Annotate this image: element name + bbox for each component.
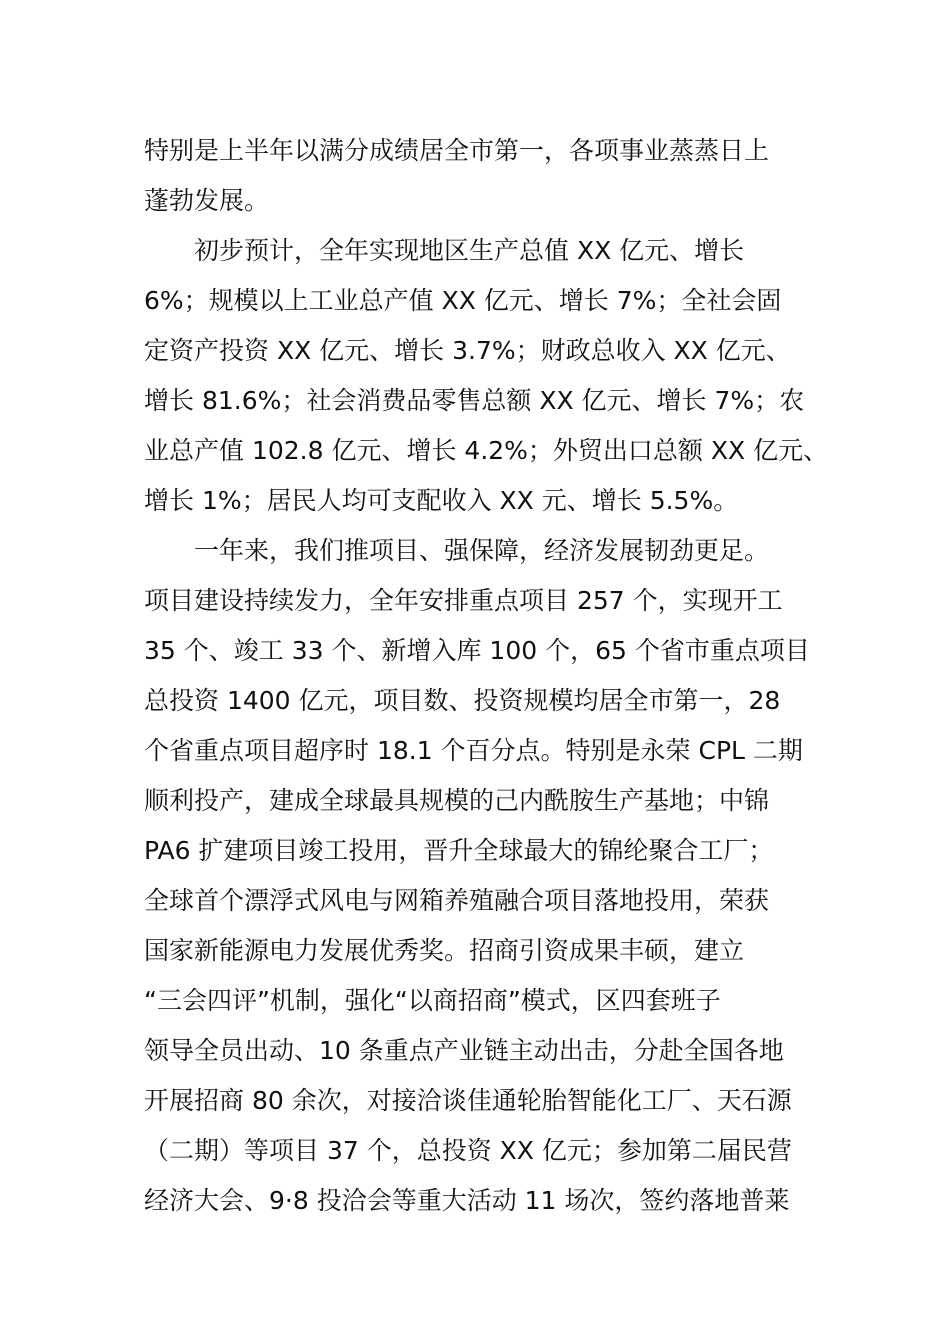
text-line: 个省重点项目超序时 18.1 个百分点。特别是永荣 CPL 二期 <box>144 736 803 765</box>
text-line: （二期）等项目 37 个，总投资 XX 亿元；参加第二届民营 <box>144 1136 792 1165</box>
paragraph-first-line: 初步预计，全年实现地区生产总值 XX 亿元、增长 <box>194 236 745 265</box>
text-line: 业总产值 102.8 亿元、增长 4.2%；外贸出口总额 XX 亿元、 <box>144 436 829 465</box>
text-line: 国家新能源电力发展优秀奖。招商引资成果丰硕，建立 <box>144 936 745 965</box>
text-line: 开展招商 80 余次，对接洽谈佳通轮胎智能化工厂、天石源 <box>144 1086 792 1115</box>
text-line: 顺利投产，建成全球最具规模的己内酰胺生产基地；中锦 <box>144 786 770 815</box>
text-line: 特别是上半年以满分成绩居全市第一，各项事业蒸蒸日上 <box>144 136 770 165</box>
text-line: 项目建设持续发力，全年安排重点项目 257 个，实现开工 <box>144 586 783 615</box>
text-line: 领导全员出动、10 条重点产业链主动出击，分赴全国各地 <box>144 1036 784 1065</box>
text-line: “三会四评”机制，强化“以商招商”模式，区四套班子 <box>144 986 721 1015</box>
text-line: 35 个、竣工 33 个、新增入库 100 个，65 个省市重点项目 <box>144 636 810 665</box>
text-line: 经济大会、9·8 投洽会等重大活动 11 场次，签约落地普莱 <box>144 1186 790 1215</box>
text-line: 定资产投资 XX 亿元、增长 3.7%；财政总收入 XX 亿元、 <box>144 336 791 365</box>
text-line: 增长 81.6%；社会消费品零售总额 XX 亿元、增长 7%；农 <box>144 386 805 415</box>
text-line: PA6 扩建项目竣工投用，晋升全球最大的锦纶聚合工厂； <box>144 836 774 865</box>
text-line: 6%；规模以上工业总产值 XX 亿元、增长 7%；全社会固 <box>144 286 782 315</box>
paragraph-first-line: 一年来，我们推项目、强保障，经济发展韧劲更足。 <box>194 536 770 565</box>
text-line: 蓬勃发展。 <box>144 186 270 215</box>
text-line: 增长 1%；居民人均可支配收入 XX 元、增长 5.5%。 <box>144 486 739 515</box>
text-line: 全球首个漂浮式风电与网箱养殖融合项目落地投用，荣获 <box>144 886 770 915</box>
text-line: 总投资 1400 亿元，项目数、投资规模均居全市第一，28 <box>144 686 781 715</box>
